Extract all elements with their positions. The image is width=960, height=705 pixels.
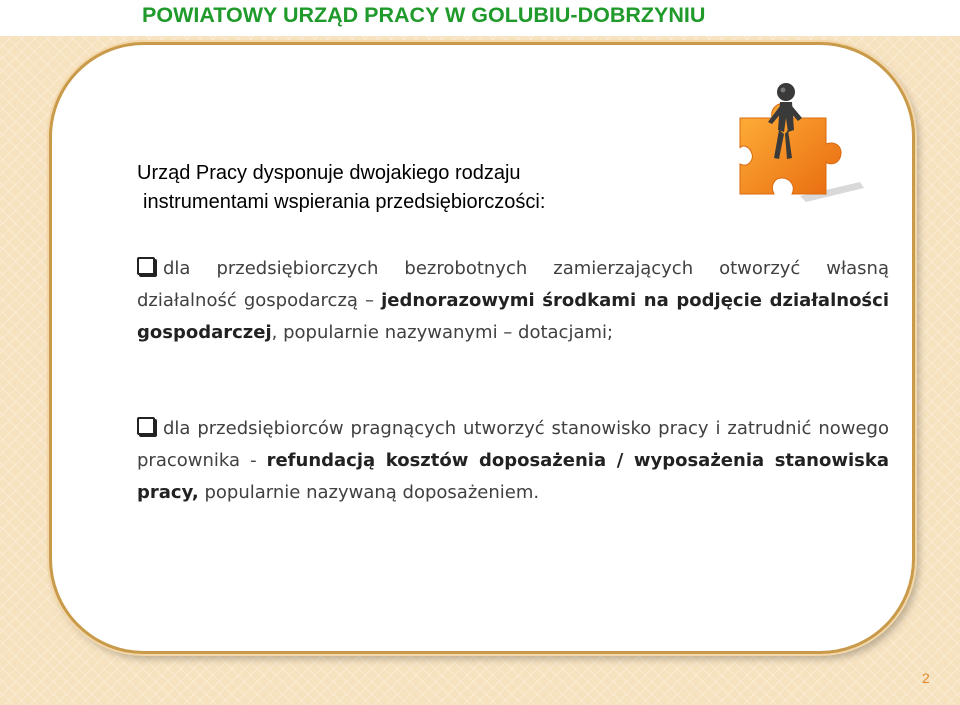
bullet-text-bold: refundacją kosztów doposażenia / wyposażenia stanowiska pracy,	[137, 450, 889, 503]
bullet-text-b: popularnie nazywaną doposażeniem.	[198, 482, 540, 503]
puzzle-figure-icon	[730, 78, 870, 218]
bullet-item-refund	[137, 413, 889, 509]
bullet-text-b: , popularnie nazywanymi – dotacjami;	[271, 322, 614, 343]
bullet-text-a: dla przedsiębiorców pragnących utworzyć stanowisko pracy i zatrudnić nowego pracownika -	[137, 418, 889, 471]
bullet-text-bold: jednorazowymi środkami na podjęcie działalności gospodarczej	[137, 290, 889, 343]
checkbox-icon	[137, 417, 155, 435]
intro-text	[137, 159, 697, 217]
intro-line-1: Urząd Pracy dysponuje dwojakiego rodzaju	[137, 162, 521, 184]
page-number: 2	[922, 670, 930, 686]
title-bar	[0, 0, 960, 36]
bullet-text-a: dla przedsiębiorczych bezrobotnych zamierzających otworzyć własną działalność gospodarczą –	[137, 258, 889, 311]
checkbox-icon	[137, 257, 155, 275]
page-title: POWIATOWY URZĄD PRACY W GOLUBIU-DOBRZYNIU	[142, 3, 706, 27]
intro-line-2: instrumentami wspierania przedsiębiorczości:	[143, 191, 546, 213]
bullet-item-grants	[137, 253, 889, 349]
